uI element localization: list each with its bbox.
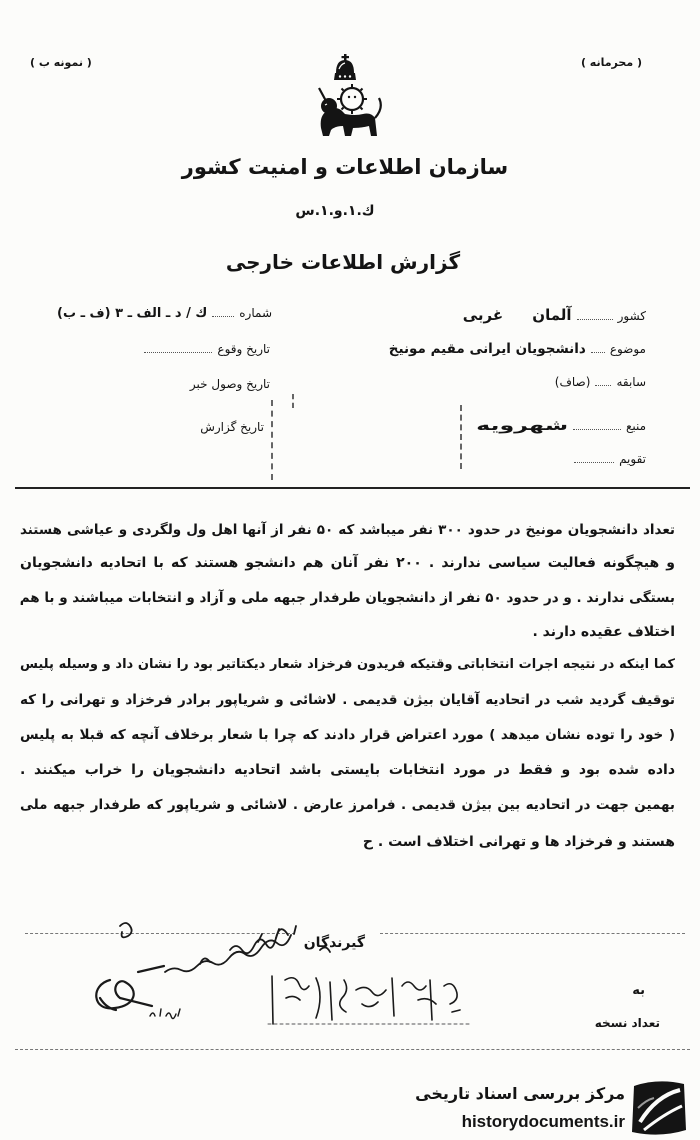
country-value: آلمان غربی xyxy=(462,306,572,324)
column-separator xyxy=(271,400,273,480)
number-label: شماره xyxy=(239,306,272,320)
classification-mark: ( محرمانه ) xyxy=(580,56,642,69)
body-line: اختلاف عقیده دارند . xyxy=(532,624,675,640)
organization-title: سازمان اطلاعات و امنیت کشور xyxy=(181,155,509,179)
leader-dots xyxy=(144,351,212,353)
leader-dots xyxy=(577,318,613,320)
signature-stamp xyxy=(268,976,470,1024)
body-line: داده شده بود و فقط در مورد انتخابات بایستی باشد اتحادیه دانشجویان را خراب میکنند . xyxy=(20,762,675,778)
signature-mark xyxy=(96,966,164,1010)
event-date-field xyxy=(144,342,270,356)
leader-dots xyxy=(573,428,621,430)
form-type-mark: ( نمونه ب ) xyxy=(30,56,92,69)
archive-website: historydocuments.ir xyxy=(461,1112,625,1131)
body-line: تعداد دانشجویان مونیخ در حدود ۳۰۰ نفر میباشد که ۵۰ نفر از آنها اهل ول ولگردی و عیاشی هستند xyxy=(20,522,675,538)
crown-icon xyxy=(334,54,356,80)
report-date-field xyxy=(200,420,264,434)
leader-dots xyxy=(212,315,234,317)
country-field xyxy=(463,306,646,324)
subject-label: موضوع xyxy=(609,342,646,356)
body-line: توقیف گردید شب در اتحادیه آقایان بیژن قدیمی . لاشائی و شریاپور برادر فرخزاد و تهرانی را که xyxy=(20,692,675,708)
leader-dots xyxy=(574,461,614,463)
recipients-label: گیرندگان xyxy=(303,935,365,951)
report-title: گزارش اطلاعات خارجی xyxy=(225,250,461,274)
received-date-label: تاریخ وصول خبر xyxy=(189,377,270,391)
body-line: هستند و فرخزاد ها و تهرانی اختلاف است . ح xyxy=(362,834,675,850)
received-date-field xyxy=(190,377,270,391)
column-separator xyxy=(460,405,462,469)
event-date-label: تاریخ وقوع xyxy=(217,342,270,356)
evaluation-field xyxy=(574,452,646,466)
lion-and-sun-emblem xyxy=(305,54,385,138)
handwritten-number xyxy=(150,1009,180,1019)
background-value: (صاف) xyxy=(554,375,591,389)
background-label: سابقه xyxy=(616,375,646,389)
evaluation-label: تقویم xyxy=(619,452,646,466)
report-date-label: تاریخ گزارش xyxy=(200,420,264,434)
subject-field xyxy=(389,341,646,357)
source-value: شهرویه xyxy=(475,418,568,434)
footer-divider xyxy=(15,1049,690,1050)
archive-name: مرکز بررسی اسناد تاریخی xyxy=(415,1084,625,1103)
handwritten-signatures xyxy=(80,920,500,1040)
body-line: بهمین جهت در اتحادیه بین بیژن قدیمی . فرامرز عارض . لاشائی و شریاپور که طرفدار جبهه ملی xyxy=(20,797,675,813)
source-field xyxy=(475,418,646,434)
sun-icon xyxy=(337,84,367,114)
subject-value: دانشجویان ایرانی مقیم مونیخ xyxy=(388,341,586,357)
background-field xyxy=(555,375,646,389)
document-code: ك.۱.و.۱.س xyxy=(295,203,375,219)
header-divider xyxy=(15,487,690,489)
body-line: ( خود را توده نشان میدهد ) مورد اعتراض قرار دادند که چرا با شعار برخلاف آنچه که قبلا به پلیس xyxy=(20,727,675,743)
body-line: کما اینکه در نتیجه اجرات انتخاباتی وقتیکه فریدون فرخزاد شعار دیکتاتیر بود را نشان داد و وسیله پلیس xyxy=(20,657,675,672)
leader-dots xyxy=(595,384,611,386)
country-label: کشور xyxy=(617,309,646,323)
column-separator xyxy=(292,394,294,408)
handwritten-note xyxy=(120,923,330,972)
copies-label: تعداد نسخه xyxy=(594,1016,660,1030)
history-documents-logo xyxy=(628,1078,692,1138)
source-label: منبع xyxy=(625,419,646,433)
number-field xyxy=(57,306,272,321)
to-label: به xyxy=(632,983,645,998)
body-line: بستگی ندارند . و در حدود ۵۰ نفر از دانشجویان طرفدار جبهه ملی و آزاد و انتخابات میباشند و با هم xyxy=(20,590,675,606)
number-value: ك / د ـ الف ـ ۳ (ف ـ ب) xyxy=(57,306,208,321)
body-line: و هیچگونه فعالیت سیاسی ندارند . ۲۰۰ نفر آنان هم دانشجو هستند که با اتحادیه دانشجویان xyxy=(20,555,675,571)
leader-dots xyxy=(591,351,605,353)
